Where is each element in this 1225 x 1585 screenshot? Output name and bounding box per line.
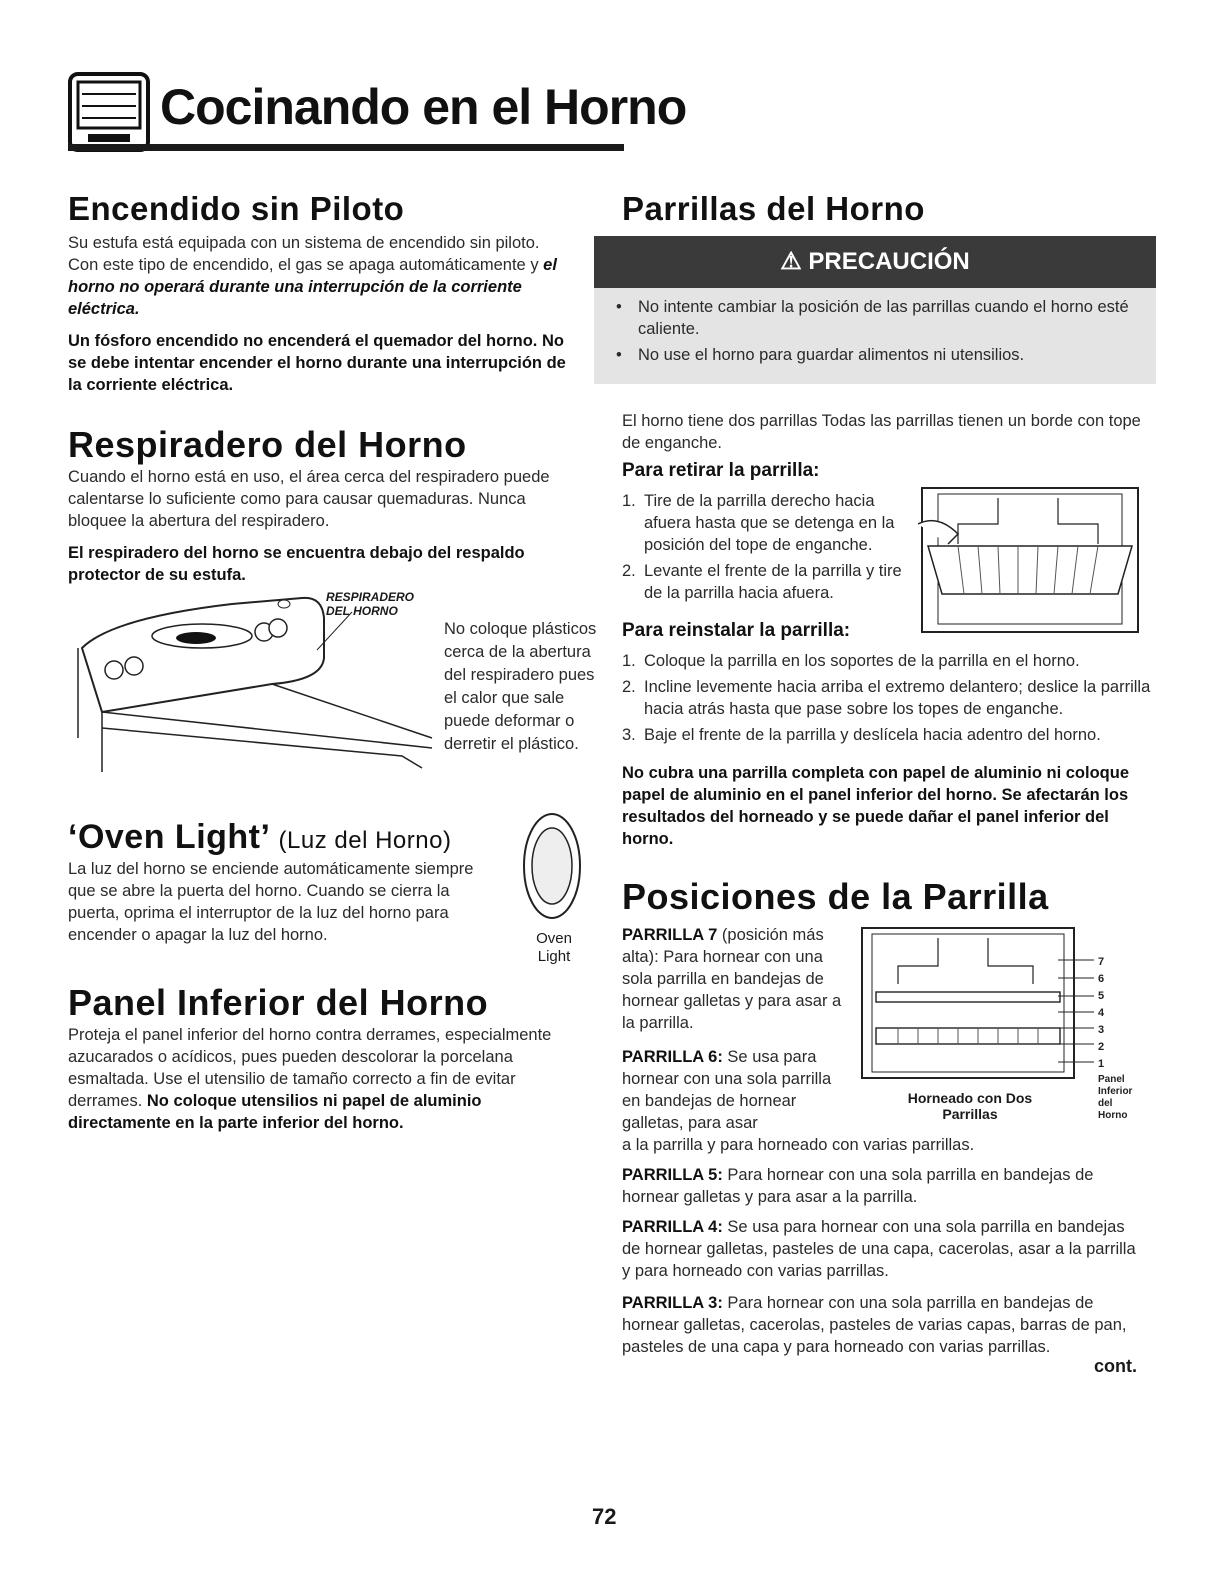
reinstalar-heading: Para reinstalar la parrilla: (622, 620, 851, 641)
retirar-heading: Para retirar la parrilla: (622, 460, 820, 481)
rack-number: 1 (1098, 1058, 1105, 1070)
caution-item: • No intente cambiar la posición de las parrillas cuando el horno esté caliente. (616, 298, 1129, 338)
warning-triangle-icon: ⚠ (780, 248, 802, 275)
retirar-step: 1. Tire de la parrilla derecho hacia afuera hasta que se detenga en la posición del tope de enganche. (622, 492, 895, 554)
diagram-caption: Horneado con Dos Parrillas (907, 1090, 1033, 1122)
rack-number: 2 (1098, 1041, 1105, 1053)
retirar-step: 2. Levante el frente de la parrilla y tire de la parrilla hacia afuera. (622, 562, 902, 602)
page-title: Cocinando en el Horno (160, 79, 687, 135)
parrilla-5-text: PARRILLA 5: Para hornear con una sola parrilla en bandejas de hornear galletas y para asar a la parrilla. (622, 1166, 1094, 1206)
parrilla-7-text: PARRILLA 7 (posición más alta): Para hornear con una sola parrilla en bandejas de hornear galletas y para asar a la parrilla. (622, 926, 842, 1032)
parrillas-intro: El horno tiene dos parrillas Todas las parrillas tienen un borde con tope de enganche. (622, 412, 1141, 452)
parrilla-4-text: PARRILLA 4: Se usa para hornear con una sola parrilla en bandejas de hornear galletas, pasteles de una capa, cacerolas, asar a la parrilla y para horneado con varias parrillas. (622, 1218, 1136, 1280)
reinstalar-steps (622, 650, 1152, 750)
heading-oven-light: ‘Oven Light’ (Luz del Horno) (68, 818, 452, 856)
oven-light-label: Oven Light (536, 930, 572, 965)
continued-label: cont. (1094, 1356, 1137, 1376)
reinstalar-step: 3. Baje el frente de la parrilla y deslícela hacia adentro del horno. (622, 726, 1101, 744)
heading-parrillas: Parrillas del Horno (622, 190, 925, 227)
oven-light-button[interactable] (522, 812, 582, 920)
reinstalar-step: 1. Coloque la parrilla en los soportes de la parrilla en el horno. (622, 652, 1080, 670)
rack-number: 7 (1098, 956, 1105, 968)
parrilla-6-text: PARRILLA 6: Se usa para hornear con una sola parrilla en bandejas de hornear galletas, para asar (622, 1048, 832, 1132)
retirar-steps (622, 490, 912, 608)
caution-item: • No use el horno para guardar alimentos ni utensilios. (616, 346, 1025, 364)
parrilla-3-text: PARRILLA 3: Para hornear con una sola parrilla en bandejas de hornear galletas, cacerolas, pasteles de varias capas, barras de pan, pasteles de una capa y para horneado con varias parrillas. (622, 1294, 1127, 1356)
reinstalar-step: 2. Incline levemente hacia arriba el extremo delantero; deslice la parrilla hacia atrás hasta que pase sobre los topes de enganche. (622, 678, 1151, 718)
heading-oven-light-sub: (Luz del Horno) (278, 827, 452, 854)
caution-box (594, 288, 1156, 384)
aluminum-warning: No cubra una parrilla completa con papel de aluminio ni coloque papel de aluminio en el panel inferior del horno. Se afectarán los resultados del horneado y se puede dañar el panel inferior del horno. (622, 764, 1130, 848)
rack-number: 3 (1098, 1024, 1105, 1036)
heading-panel: Panel Inferior del Horno (68, 982, 489, 1023)
heading-encendido: Encendido sin Piloto (68, 190, 405, 227)
respiradero-paragraph: Cuando el horno está en uso, el área cerca del respiradero puede calentarse lo suficiente como para causar quemaduras. Nunca bloquee la abertura del respiradero. (68, 468, 550, 530)
rack-removal-illustration (918, 484, 1142, 636)
vent-callout (326, 590, 414, 618)
parrilla-6-cont: a la parrilla y para horneado con varias parrillas. (622, 1136, 975, 1154)
title-rule (68, 144, 624, 151)
respiradero-location: El respiradero del horno se encuentra debajo del respaldo protector de su estufa. (68, 544, 525, 584)
piloto-paragraph: Su estufa está equipada con un sistema de encendido sin piloto. Con este tipo de encendido, el gas se apaga automáticamente y el horno no operará durante una interrupción de la corriente eléctrica. (68, 234, 557, 318)
piloto-warning: Un fósforo encendido no encenderá el quemador del horno. No se debe intentar encender el horno durante una interrupción de la corriente eléctrica. (68, 332, 566, 394)
heading-respiradero: Respiradero del Horno (68, 424, 467, 465)
rack-number: 6 (1098, 973, 1105, 985)
heading-posiciones: Posiciones de la Parrilla (622, 876, 1049, 917)
vent-callout-line2: DEL HORNO (326, 604, 398, 618)
rack-number: 5 (1098, 990, 1105, 1002)
header-oven-icon (68, 72, 150, 152)
vent-callout-line1: RESPIRADERO (326, 590, 415, 604)
page-number: 72 (592, 1504, 617, 1529)
rack-numbers (1098, 954, 1118, 1073)
rack-positions-diagram (858, 924, 1094, 1084)
caution-banner: ⚠ PRECAUCIÓN (594, 236, 1156, 288)
panel-label: Panel Inferior del Horno (1098, 1074, 1133, 1121)
plastic-note: No coloque plásticos cerca de la abertura del respiradero pues el calor que sale puede deformar o derretir el plástico. (444, 620, 597, 753)
oven-light-paragraph: La luz del horno se enciende automáticamente siempre que se abre la puerta del horno. Cuando se cierra la puerta, oprima el interruptor de la luz del horno para encender o apagar la luz del horno. (68, 860, 474, 944)
panel-paragraph: Proteja el panel inferior del horno contra derrames, especialmente azucarados o acídicos, pues pueden descolorar la porcelana esmaltada. Use el utensilio de tamaño correcto a fin de evitar derrames. No coloque utensilios ni papel de aluminio directamente en la parte inferior del horno. (68, 1026, 552, 1132)
rack-number: 4 (1098, 1007, 1105, 1019)
